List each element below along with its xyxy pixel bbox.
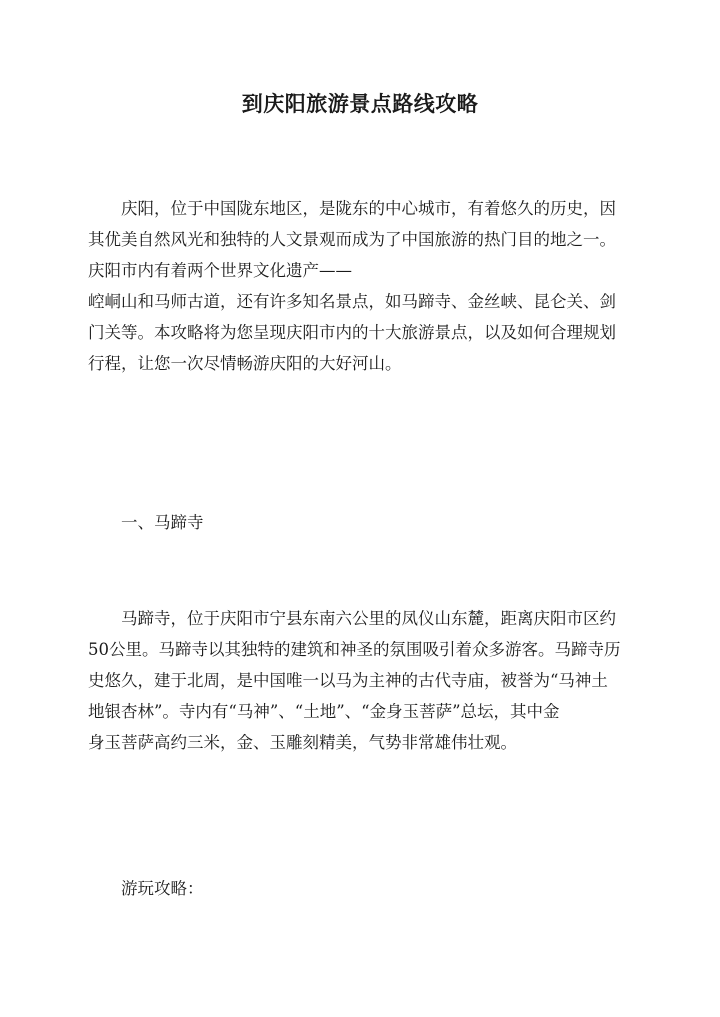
section-heading-text: 一、马蹄寺 [121, 513, 204, 532]
text-line: 身玉菩萨高约三米，金、玉雕刻精美，气势非常雄伟壮观。 [88, 733, 517, 752]
text-line: 50公里。马蹄寺以其独特的建筑和神圣的氛围吸引着众多游客。马蹄寺历 [88, 640, 621, 659]
text-line: 行程，让您一次尽情畅游庆阳的大好河山。 [88, 354, 402, 373]
text-line: 庆阳市内有着两个世界文化遗产—— [88, 261, 352, 280]
tips-heading-text: 游玩攻略： [121, 879, 204, 898]
text-line: 史悠久，建于北周，是中国唯一以马为主神的古代寺庙，被誉为“马神土 [88, 671, 608, 690]
text-line: 其优美自然风光和独特的人文景观而成为了中国旅游的热门目的地之一。 [88, 230, 616, 249]
section-body-paragraph [88, 603, 633, 758]
text-line: 马蹄寺，位于庆阳市宁县东南六公里的凤仪山东麓，距离庆阳市区约 [121, 609, 616, 628]
section-heading [88, 507, 633, 538]
tips-heading [88, 873, 633, 904]
text-line: 地银杏林”。寺内有“马神”、“土地”、“金身玉菩萨”总坛，其中金 [88, 702, 560, 721]
document-title: 到庆阳旅游景点路线攻略 [241, 91, 479, 116]
text-line: 庆阳，位于中国陇东地区，是陇东的中心城市，有着悠久的历史，因 [121, 199, 616, 218]
text-line: 门关等。本攻略将为您呈现庆阳市内的十大旅游景点，以及如何合理规划 [88, 323, 616, 342]
intro-paragraph [88, 193, 633, 379]
text-line: 崆峒山和马师古道，还有许多知名景点，如马蹄寺、金丝峡、昆仑关、剑 [88, 292, 616, 311]
